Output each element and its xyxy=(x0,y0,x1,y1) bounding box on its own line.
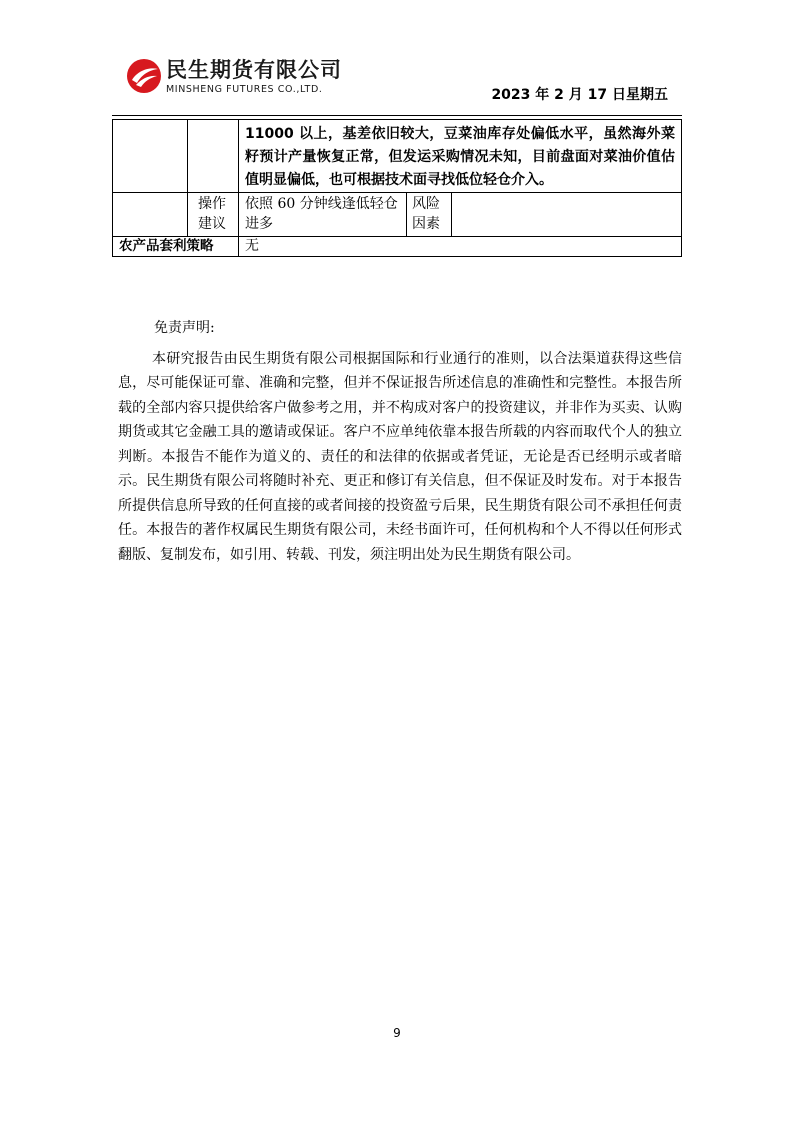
logo-english-name: MINSHENG FUTURES CO.,LTD. xyxy=(166,84,323,95)
page-number: 9 xyxy=(393,1026,401,1040)
operation-label: 操作建议 xyxy=(187,192,239,237)
strategy-value: 无 xyxy=(238,236,682,257)
risk-label: 风险因素 xyxy=(406,192,452,237)
table-cell-empty xyxy=(112,192,188,237)
header-rule xyxy=(112,115,682,116)
logo-chinese-name: 民生期货有限公司 xyxy=(166,58,342,82)
disclaimer-title: 免责声明: xyxy=(154,320,215,336)
strategy-label: 农产品套利策略 xyxy=(112,236,239,257)
logo-emblem-icon xyxy=(126,58,162,94)
disclaimer-section xyxy=(118,316,682,567)
analysis-text: 11000 以上，基差依旧较大，豆菜油库存处偏低水平，虽然海外菜籽预计产量恢复正常，但发运采购情况未知，目前盘面对菜油价值估值明显偏低，也可根据技术面寻找低位轻仓介入。 xyxy=(238,119,682,193)
table-cell-empty xyxy=(112,119,188,193)
risk-text xyxy=(451,192,682,237)
company-logo xyxy=(126,54,366,100)
header-date: 2023 年 2 月 17 日星期五 xyxy=(491,87,668,103)
disclaimer-body: 本研究报告由民生期货有限公司根据国际和行业通行的准则，以合法渠道获得这些信息，尽可能保证可靠、准确和完整，但并不保证报告所述信息的准确性和完整性。本报告所载的全部内容只提供给客户做参考之用，并不构成对客户的投资建议，并非作为买卖、认购期货或其它金融工具的邀请或保证。客户不应单纯依靠本报告所载的内容而取代个人的独立判断。本报告不能作为道义的、责任的和法律的依据或者凭证，无论是否已经明示或者暗示。民生期货有限公司将随时补充、更正和修订有关信息，但不保证及时发布。对于本报告所提供信息所导致的任何直接的或者间接的投资盈亏后果，民生期货有限公司不承担任何责任。本报告的著作权属民生期货有限公司，未经书面许可，任何机构和个人不得以任何形式翻版、复制发布，如引用、转载、刊发，须注明出处为民生期货有限公司。 xyxy=(118,350,682,563)
table-cell-empty xyxy=(187,119,239,193)
operation-text: 依照 60 分钟线逢低轻仓进多 xyxy=(238,192,407,237)
